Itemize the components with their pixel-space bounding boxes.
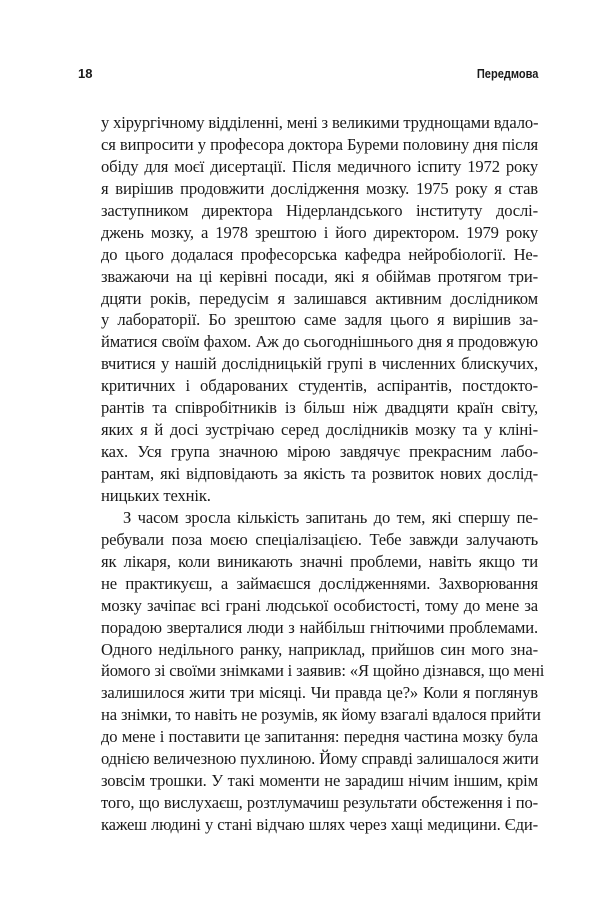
text-line: З часом зросла кількість запитань до тем, які спершу пе- bbox=[123, 507, 538, 527]
text-line: вчитися у нашій дослідницькій групі в численних блискучих, bbox=[101, 354, 538, 374]
text-line: до мене і поставити це запитання: передня частина мозку була bbox=[101, 727, 538, 747]
text-line: яких я й досі зустрічаю серед дослідників мозку та у клінi- bbox=[101, 420, 538, 440]
text-line: порадою зверталися люди з найбільш гнітючими проблемами. bbox=[101, 617, 538, 637]
page-number: 18 bbox=[78, 66, 93, 81]
text-line: у хірургічному відділенні, мені з великими труднощами вдало- bbox=[101, 113, 539, 132]
text-line: я вирішив продовжити дослідження мозку. 1975 року я став bbox=[101, 178, 538, 198]
text-line: мозку зачіпає всі грані людської особистості, тому до мене за bbox=[101, 595, 538, 615]
text-line: того, що вислухаєш, розтлумачиш результати обстеження і по- bbox=[101, 793, 538, 813]
text-line: йомого зі своїми знімками і заявив: «Я щойно дізнався, що мені bbox=[101, 661, 545, 681]
body-text bbox=[101, 112, 545, 836]
text-line: як лікаря, коли виникають значні проблеми, навіть якщо ти bbox=[101, 551, 538, 571]
text-line: дцяти років, передусім я залишався активним дослідником bbox=[101, 288, 538, 308]
text-line: у лабораторії. Бо зрештою саме задля цього я вирішив за- bbox=[101, 310, 538, 330]
text-line: зовсім трошки. У такі моменти не зарадиш нічим іншим, крім bbox=[101, 771, 538, 791]
text-line: рантам, які відповідають за якість та розвиток нових дослід- bbox=[101, 464, 538, 483]
text-line: джень мозку, а 1978 зрештою і його директором. 1979 року bbox=[101, 222, 538, 242]
text-line: Одного недільного ранку, наприклад, прийшов син мого зна- bbox=[101, 639, 538, 659]
text-line: кажеш людині у стані відчаю шлях через хащі медицини. Єди- bbox=[101, 815, 538, 834]
text-line: до цього додалася професорська кафедра нейробіології. Не- bbox=[101, 244, 538, 264]
text-line: ницьких технік. bbox=[101, 485, 211, 505]
text-line: залишилося жити три місяці. Чи правда це?» Коли я поглянув bbox=[101, 683, 538, 703]
text-line: заступником директора Нідерландського інституту дослі- bbox=[101, 200, 538, 220]
section-title: Передмова bbox=[476, 66, 538, 81]
text-line: зважаючи на ці керівні посади, які я обіймав протягом три- bbox=[101, 266, 538, 286]
paragraph bbox=[101, 507, 545, 836]
text-line: ребували поза моєю спеціалізацією. Тебе завжди залучають bbox=[101, 529, 538, 549]
text-line: на знімки, то навіть не розумів, як йому взагалі вдалося прийти bbox=[101, 705, 541, 725]
paragraph bbox=[101, 112, 538, 507]
text-line: не практикуєш, а займаєшся дослідженнями. Захворювання bbox=[101, 573, 538, 593]
text-line: критичних і обдарованих студентів, аспірантів, постдокто- bbox=[101, 376, 538, 396]
text-line: однією величезною пухлиною. Йому справді залишалося жити bbox=[101, 749, 539, 769]
text-line: ся випросити у професора доктора Буреми половину дня після bbox=[101, 134, 538, 154]
text-line: йматися своїм фахом. Аж до сьогоднішнього дня я продовжую bbox=[101, 332, 538, 352]
running-header bbox=[78, 66, 538, 86]
text-line: обіду для моєї дисертації. Після медичного іспиту 1972 року bbox=[101, 156, 538, 176]
text-line: рантів та співробітників із більш ніж двадцяти країн світу, bbox=[101, 398, 538, 418]
text-line: ках. Уся група значною мірою завдячує прекрасним лабо- bbox=[101, 442, 538, 462]
